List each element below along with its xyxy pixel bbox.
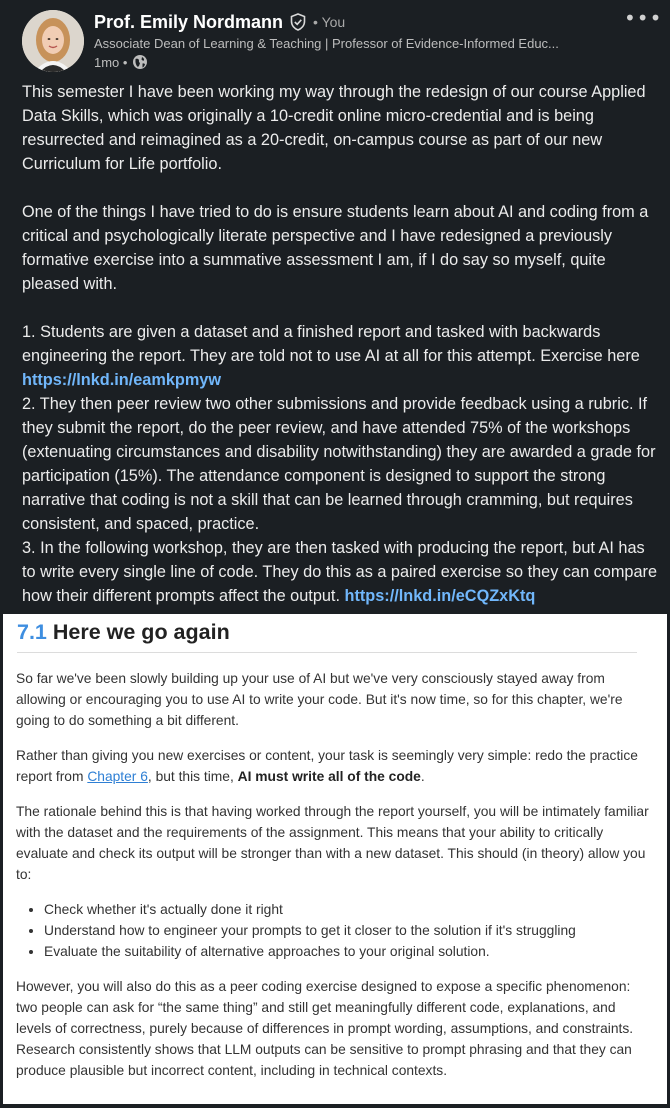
post-body (22, 80, 658, 608)
doc-body (16, 668, 652, 1095)
list-item: • Check whether it's actually done it right (44, 899, 652, 920)
post-header (22, 6, 663, 70)
verified-shield-icon (289, 13, 307, 31)
author-name[interactable]: Prof. Emily Nordmann (94, 11, 284, 32)
post-item-3 (22, 536, 658, 608)
title-divider (17, 652, 637, 653)
post-item-2: 2. They then peer review two other submissions and provide feedback using a rubric. If they submit the report, do the peer review, and have attended 75% of the workshops (extenuating circumstances and disability notwithstanding) they are awarded a grade for participation (15%). The attendance component is designed to support the strong narrative that coding is not a skill that can be learned through cramming, but requires consistent, and spaced, practice. (22, 395, 656, 533)
doc-title-number: 7.1 (17, 620, 47, 644)
post-item-1-text: 1. Students are given a dataset and a finished report and tasked with backwards engineering the report. They are told not to use AI at all for this attempt. Exercise here (22, 323, 640, 365)
post-meta (94, 54, 634, 70)
output-link[interactable]: https://lnkd.in/eCQZxKtq (344, 587, 536, 605)
doc-paragraph-1: So far we've been slowly building up your use of AI but we've very consciously stayed away from allowing or encouraging you to use AI to write your code. But it's now time, so for this chapter, we're going to do something a bit different. (16, 671, 623, 728)
post-paragraph-1: This semester I have been working my way through the redesign of our course Applied Data Skills, which was originally a 10-credit online micro-credential and is being resurrected and reimagined as a 20-credit, on-campus course as part of our new Curriculum for Life portfolio. (22, 83, 646, 173)
post-item-1 (22, 320, 658, 392)
doc-paragraph-2-b: , but this time, (147, 769, 234, 784)
doc-title (17, 620, 230, 645)
doc-paragraph-2-c: . (420, 769, 425, 784)
list-item: • Understand how to engineer your prompts to get it closer to the solution if it's struggling (44, 920, 652, 941)
doc-paragraph-2 (16, 745, 652, 787)
doc-paragraph-3: The rationale behind this is that having worked through the report yourself, you will be intimately familiar with the dataset and the requirements of the assignment. This means that your ability to critically evaluate and check its output will be stronger than with a new dataset. This should (in theory) allow you to: (16, 804, 649, 882)
list-item: • Evaluate the suitability of alternative approaches to your original solution. (44, 941, 652, 962)
you-label: • You (313, 14, 346, 30)
post-time: 1mo • (94, 54, 128, 70)
post-item-3-text: 3. In the following workshop, they are then tasked with producing the report, but AI has to write every single line of code. They do this as a paired exercise so they can compare how their different prompts affect the output. (22, 539, 658, 605)
author-headline: Associate Dean of Learning & Teaching | Professor of Evidence-Informed Educ... (94, 36, 559, 51)
avatar[interactable] (22, 10, 84, 72)
name-row (94, 10, 634, 34)
globe-icon (132, 54, 148, 70)
chapter-6-link[interactable]: Chapter 6 (87, 769, 148, 784)
post-paragraph-2: One of the things I have tried to do is ensure students learn about AI and coding from a critical and psychologically literate perspective and I have redesigned a previously formative exercise into a summative assessment I am, if I do say so myself, quite pleased with. (22, 203, 649, 293)
exercise-link[interactable]: https://lnkd.in/eamkpmyw (22, 371, 222, 389)
more-options-icon[interactable]: ••• (624, 6, 663, 30)
doc-paragraph-4: However, you will also do this as a peer coding exercise designed to expose a specific phenomenon: two people can ask for “the same thing” and still get meaningfully different code, explanations, and levels of correctness, purely because of differences in prompt wording, assumptions, and constraints. Research consistently shows that LLM outputs can be sensitive to prompt phrasing and that they can produce plausible but incorrect content, including in technical contexts. (16, 979, 634, 1078)
author-block (94, 10, 634, 70)
doc-paragraph-2-a: Rather than giving you new exercises or content, your task is seemingly very simple: redo the practice report from (16, 748, 638, 784)
doc-bullet-list (16, 899, 652, 962)
doc-paragraph-2-bold: AI must write all of the code (237, 769, 421, 784)
post-image[interactable] (3, 614, 667, 1104)
doc-title-text: Here we go again (52, 620, 230, 644)
